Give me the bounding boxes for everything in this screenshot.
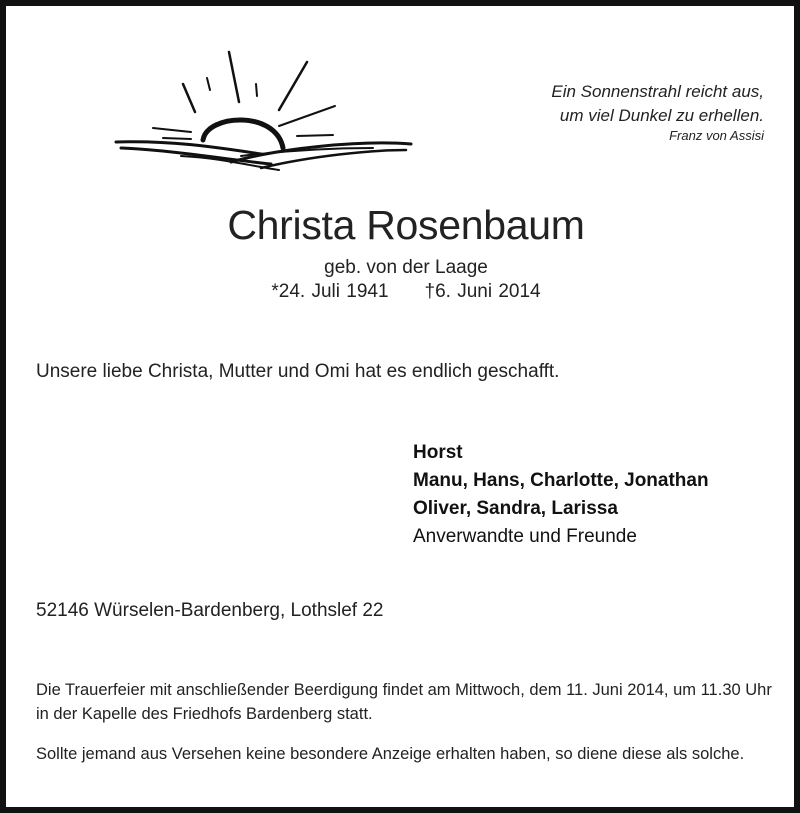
- quote-line-2: um viel Dunkel zu erhellen.: [559, 106, 764, 125]
- funeral-notice: Die Trauerfeier mit anschließender Beerdigung findet am Mittwoch, dem 11. Juni 2014, um 11.30 Uhr in der Kapelle des Friedhofs Bardenberg statt.: [36, 681, 772, 723]
- birth-name: geb. von der Laage: [324, 257, 488, 278]
- farewell-message: Unsere liebe Christa, Mutter und Omi hat es endlich geschafft.: [36, 361, 560, 382]
- deceased-name: Christa Rosenbaum: [227, 202, 585, 248]
- quote: [551, 80, 764, 144]
- mourner-line: Horst: [413, 442, 463, 463]
- mourner-line: Oliver, Sandra, Larissa: [413, 498, 618, 519]
- birth-date: *24. Juli 1941: [271, 281, 389, 302]
- sunrise-icon: [111, 44, 416, 174]
- mourner-line: Anverwandte und Freunde: [413, 526, 637, 547]
- mourners-list: [413, 439, 709, 551]
- death-date: †6. Juni 2014: [424, 281, 541, 302]
- mourner-line: Manu, Hans, Charlotte, Jonathan: [413, 470, 709, 491]
- quote-line-1: Ein Sonnenstrahl reicht aus,: [551, 82, 764, 101]
- address: 52146 Würselen-Bardenberg, Lothslef 22: [36, 600, 384, 621]
- life-dates: [6, 281, 800, 303]
- quote-author: Franz von Assisi: [669, 128, 764, 143]
- closing-notice: Sollte jemand aus Versehen keine besondere Anzeige erhalten haben, so diene diese als solche.: [36, 745, 745, 763]
